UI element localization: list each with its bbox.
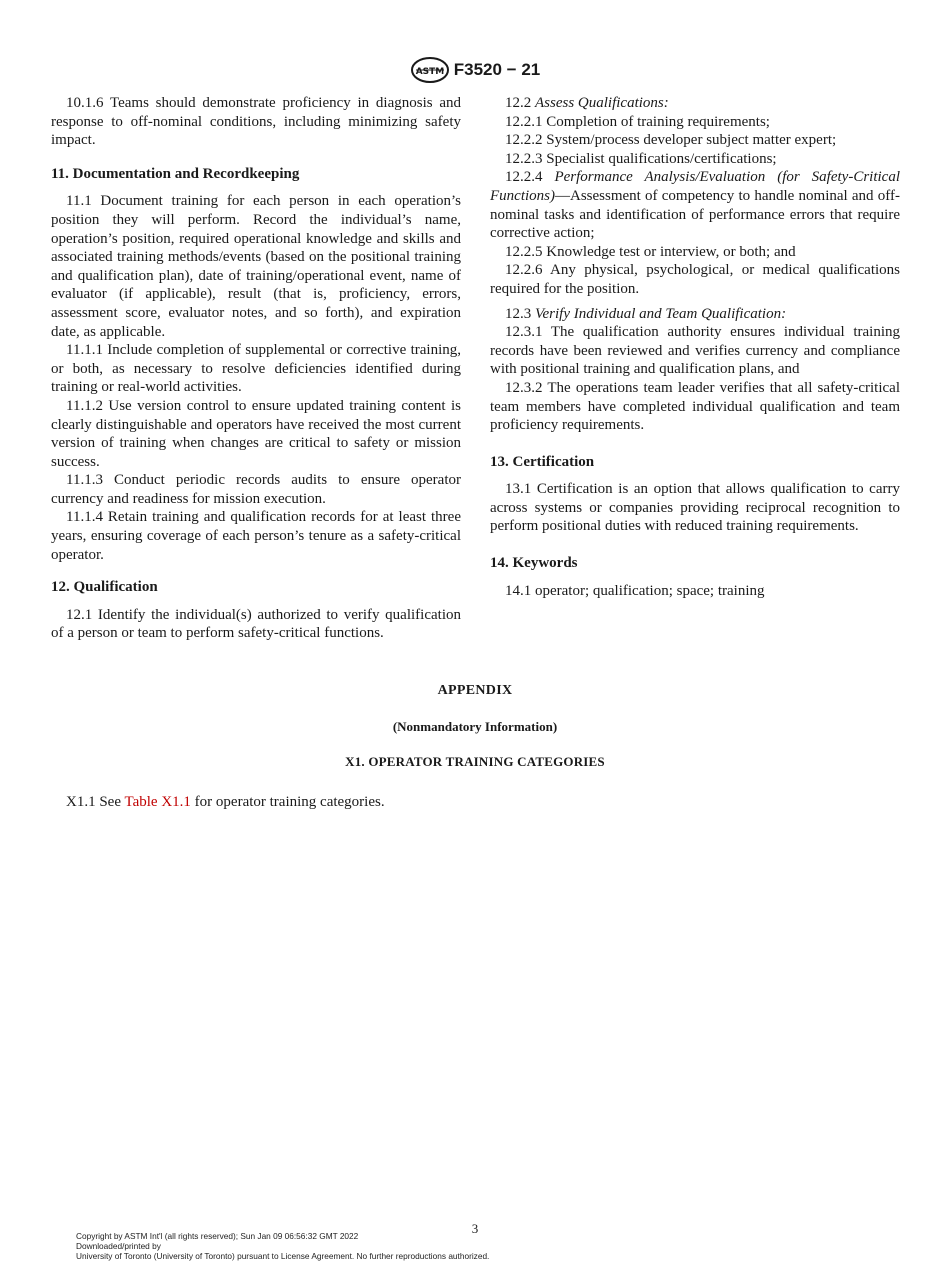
paragraph-12-2-6: 12.2.6 Any physical, psychological, or medical qualifications required for the position. bbox=[490, 262, 900, 297]
paragraph-12-2-title: Assess Qualifications: bbox=[535, 95, 669, 111]
paragraph-12-2-4 bbox=[490, 168, 900, 242]
right-column bbox=[490, 94, 900, 600]
paragraph-13-1: 13.1 Certification is an option that allows qualification to carry across systems or companies providing reciprocal recognition to perform positional duties with reduced training requirements. bbox=[490, 481, 900, 535]
paragraph-14-1: 14.1 operator; qualification; space; training bbox=[505, 582, 765, 599]
paragraph-12-2-5: 12.2.5 Knowledge test or interview, or both; and bbox=[505, 243, 796, 260]
paragraph-11-1-3: 11.1.3 Conduct periodic records audits to ensure operator currency and readiness for mission execution. bbox=[51, 472, 461, 507]
paragraph-12-2-4-number: 12.2.4 bbox=[505, 169, 543, 186]
x1-1-suffix: for operator training categories. bbox=[190, 794, 385, 810]
paragraph-11-1-1: 11.1.1 Include completion of supplemental or corrective training, or both, as necessary to resolve deficiencies identified during training or real-world activities. bbox=[51, 342, 461, 396]
paragraph-12-1: 12.1 Identify the individual(s) authorized to verify qualification of a person or team to perform safety-critical functions. bbox=[51, 606, 461, 642]
heading-11: 11. Documentation and Recordkeeping bbox=[51, 165, 300, 182]
paragraph-12-3-2: 12.3.2 The operations team leader verifies that all safety-critical team members have completed individual qualification and team proficiency requirements. bbox=[490, 379, 900, 434]
paragraph-10-1-6: 10.1.6 Teams should demonstrate proficiency in diagnosis and response to off-nominal conditions, including minimizing safety impact. bbox=[51, 95, 461, 149]
left-column bbox=[51, 94, 461, 643]
paragraph-12-2-4-title: Performance Analysis/Evaluation (for Safety-Critical Functions) bbox=[490, 169, 900, 204]
paragraph-12-2 bbox=[490, 94, 900, 113]
paragraph-12-3-1: 12.3.1 The qualification authority ensures individual training records have been reviewed and verifies currency and compliance with positional training and qualification plans, and bbox=[490, 324, 900, 378]
paragraph-12-2-4-text: —Assessment of competency to handle nominal and off-nominal tasks and identification of performance errors that require corrective action; bbox=[490, 187, 900, 242]
paragraph-12-2-3: 12.2.3 Specialist qualifications/certifications; bbox=[505, 150, 777, 167]
footer-line-2: Downloaded/printed by bbox=[76, 1241, 161, 1251]
paragraph-11-1: 11.1 Document training for each person in each operation’s position they will perform. Record the individual’s name, operation’s position, required operational knowledge and skills and associated training methods/events (based on the positional training and qualification plan), date of training/operational event, name of evaluator (if applicable), result (that is, proficiency, errors, assessment score, evaluator notes, and so forth), and expiration date, as applicable. bbox=[51, 193, 461, 340]
heading-14: 14. Keywords bbox=[490, 555, 578, 572]
paragraph-12-3 bbox=[490, 305, 900, 324]
appendix-section-heading: X1. OPERATOR TRAINING CATEGORIES bbox=[345, 754, 605, 769]
appendix-subtitle: (Nonmandatory Information) bbox=[392, 719, 558, 734]
copyright-footer bbox=[76, 1231, 489, 1261]
table-x1-1-link[interactable]: Table X1.1 bbox=[124, 794, 191, 810]
paragraph-x1-1 bbox=[66, 794, 385, 811]
paragraph-12-2-2: 12.2.2 System/process developer subject matter expert; bbox=[505, 132, 837, 149]
paragraph-12-3-title: Verify Individual and Team Qualification: bbox=[535, 305, 787, 322]
paragraph-12-2-1: 12.2.1 Completion of training requirements; bbox=[505, 113, 770, 130]
footer-line-3: University of Toronto (University of Toronto) pursuant to License Agreement. No further reproductions authorized. bbox=[76, 1251, 490, 1261]
paragraph-11-1-4: 11.1.4 Retain training and qualification records for at least three years, ensuring coverage of each person’s tenure as a safety-critical operator. bbox=[51, 509, 461, 563]
footer-line-1: Copyright by ASTM Int'l (all rights reserved); Sun Jan 09 06:56:32 GMT 2022 bbox=[76, 1231, 359, 1241]
astm-logo-icon bbox=[410, 57, 450, 83]
heading-12: 12. Qualification bbox=[51, 579, 158, 596]
svg-text:ASTM: ASTM bbox=[415, 67, 445, 77]
designation: F3520 − 21 bbox=[453, 60, 541, 79]
paragraph-12-3-number: 12.3 bbox=[505, 305, 532, 322]
paragraph-11-1-2: 11.1.2 Use version control to ensure updated training content is clearly distinguishable and operators have received the most current version of training when changes are critical to safety or mission success. bbox=[51, 397, 461, 470]
page-number: 3 bbox=[471, 1221, 479, 1236]
x1-1-prefix: X1.1 See bbox=[66, 794, 125, 810]
heading-13: 13. Certification bbox=[490, 453, 595, 470]
paragraph-12-2-number: 12.2 bbox=[505, 95, 532, 111]
appendix-title: APPENDIX bbox=[437, 683, 513, 698]
page-header bbox=[0, 57, 950, 83]
